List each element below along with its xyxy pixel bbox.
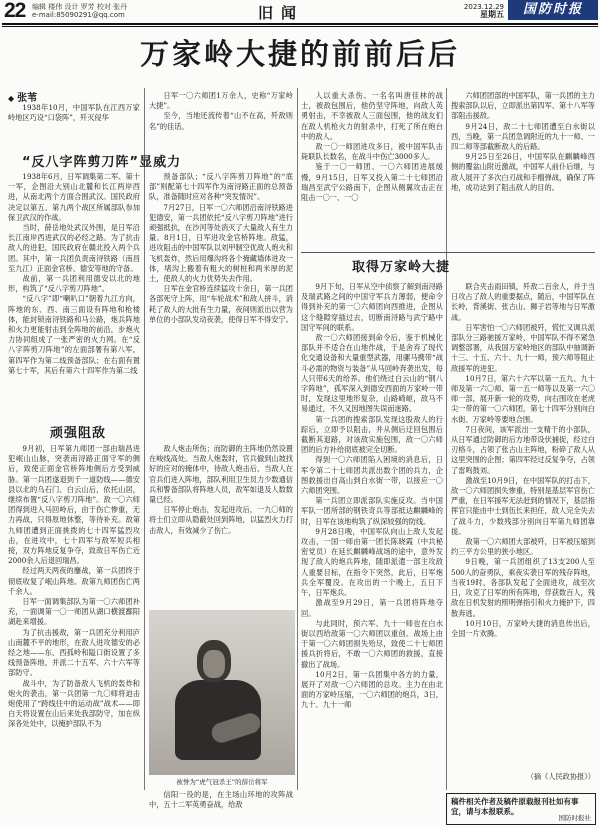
paragraph: 至今，当地还流传着“山不在高，歼敌则名”的佳话。 <box>149 111 293 131</box>
header-rule-thin <box>2 26 598 27</box>
paragraph: 预备部队；“反八字阵剪刀阵地”的“底部”则配第七十四军作为南浔路正面的总预备队，准备随时应对各种“突发情况”。 <box>149 172 293 202</box>
paragraph: 战斗中，为了防备敌人飞机的轰炸和炮火的袭击，第一兵团第一九〇师将迫击炮使用了“跨线往中的运动战”战术——即白天将设置在山后来处我部防守，加在纵深各处处中，以掩护部队不为 <box>8 678 140 729</box>
col1-section2 <box>8 444 140 828</box>
section-title: 旧闻 <box>258 4 305 22</box>
paragraph: 9月下旬，日军从空中侦察了解到南浔路及瑞武路之间的中国守军兵力薄弱，便命令得到补充的第一〇六师团向西推进，企图从这个缝隙穿插过去，切断南浔路与武宁路中国守军间的联系。 <box>301 282 443 332</box>
section-rule <box>301 252 595 253</box>
header-rule <box>2 23 598 25</box>
portrait-photo <box>149 610 295 775</box>
paragraph: 9月初，日军第九师团一部由瑞昌进犯岷山山脉，突袭南浔路正面守军的侧后，致使正面金官桥阵地侧后方受到威胁。第一兵团遂退到千一道防线——德安县以北的乌石门、白云山后，依托山居，继续布置“反八字剪刀阵地”。敌一〇六师团得到进入马回岭后，由于伤亡惨重，无力再战，只得原地休整，等待补充。敌第九师团遭到正面挑拨的七十四军猛烈攻击，在进攻中，七十四军与敌军短兵相接，双方阵地反复争夺，致敌日军伤亡近2000余人后退回瑞昌。 <box>8 444 140 566</box>
col1-intro <box>8 103 140 145</box>
paragraph: 9月24日，敌二十七师团遭至白水街以西，当晚，第一兵团急调附近的九十一师、一四二师等部截断敌人的后路。 <box>451 121 595 152</box>
col3-section3 <box>301 282 443 822</box>
paragraph: 9日晚，第一兵团组织了13支200人至500人的奋勇队，乘夜实袭日军的残存阵地，当夜19时，各部队发起了全面进攻，战至次日，攻克了日军的所有阵地，俘获数百人，残敌在日机发射的照明弹指引和火力掩护下，四散奔逃。 <box>451 557 595 618</box>
paragraph: 日军一〇六师团1万余人，史称“万家岭大捷”。 <box>149 91 293 111</box>
paragraph: 战前，第一兵团利用德安以北的地形，构筑了“反八字剪刀阵地”。 <box>8 274 140 294</box>
paragraph: 第一兵团的搜索部队发现这股敌人的行踪后，立即予以阻击，并从侧后迂回包围后截断其退路，对该敌实施包围，敌一〇六师团的后方补给彻底被完全切断。 <box>301 414 443 455</box>
paragraph: 与此同时，预六军、九十一师也在白水街以西给敌第一〇六师团以重创。战场上由于第一〇六师团损失殆尽，致使二十七师团援兵折将后，不敢一〇六师团的救援，直接撤出了战场。 <box>301 618 443 669</box>
subheading: 取得万家岭大捷 <box>352 260 451 275</box>
paragraph: 日军害怕一〇六师团被歼，慌忙又调兵派部队分三路驰援万家岭，中国军队不得不紧急调整部署，从我国万家岭地区的部队中抽调新十三、十五、六十、九十一师，预六师等阻止敌援军的进犯。 <box>451 322 595 373</box>
paragraph: 激战至9月29日，第一兵团将阵地夺回。 <box>301 598 443 618</box>
paragraph: 经过两天两夜的鏖战，第一兵团终于彻底收复了岷山阵地。敌第九师团伤亡两千余人。 <box>8 566 140 596</box>
photo-caption: 被誉为“虎气冠杀王”的薛岳将军 <box>176 778 268 786</box>
column-divider <box>297 88 298 790</box>
paragraph: 当时，薛岳地处武汉外围，是日军沿长江南岸西进武汉的必经之路。为了抗击敌人的进犯，国民政府在赣北投入两个兵团。其中，第一兵团负责南浔铁路（南昌至九江）正面金官桥、德安等地的守备。 <box>8 223 140 273</box>
col4-intro <box>451 91 595 251</box>
author-name: 张苇 <box>17 93 38 104</box>
paragraph: 7日夜间，该军派出一支精干的小部队，从日军通过防御的后方地带设伏捕捉，经过白刃格斗，占领了张古山主阵地，粉碎了敌人从这里突围的企图；第四军经过反复争夺，占领了雷鸣鼓刘。 <box>451 424 595 475</box>
paragraph: 激战至10月9日，在中国军队的打击下，敌一〇六师团损失惨重，特别是基层军官伤亡严重，在日军援军无法赶到的情况下，基层指挥官只能由中士到伍长来担任，敌人完全失去了战斗力，少数残部分别向日军第九师团靠拢。 <box>451 475 595 536</box>
paragraph: 第一兵团立即派部队实施反攻。当中国军队一团所部的钢铁奇兵等部抵达麒麟峰的时，日军在该地构筑了纵深较强的防线。 <box>301 496 443 526</box>
paragraph: 联合夹击雨田镇，歼敌二百余人，并于当日攻占了敌人的重要据点，随后，中国军队在长岭，背溪街、张古山、狮子岩等地与日军激战。 <box>451 282 595 322</box>
paragraph: 敌第一〇六师团大部被歼，日军被压缩到约三平方公里的狭小地区。 <box>451 537 595 557</box>
col3-intro <box>301 91 443 251</box>
page-header <box>0 0 600 22</box>
col1-section1 <box>8 172 140 408</box>
editor-info <box>32 3 127 19</box>
email-line: e-mail:85090291@qq.com <box>32 11 125 19</box>
paragraph: 六师团团部的中国军队，第一兵团的主力搜索部队以后，立即派出第四军、第十八军等部阻击援敌。 <box>451 91 595 121</box>
col2-tail <box>149 790 293 820</box>
paragraph: 10月2日，第一兵团集中各方的力量，展开了对敌一〇六师团的总攻。主力在由北面的万家岭压缩，一〇六师团的炮兵，3日，九十、九十一师 <box>301 669 443 710</box>
col2-intro <box>149 91 293 135</box>
date-text: 2023.12.29 <box>463 3 504 11</box>
paragraph: 10月7日，第六十六军以第一五九、九十师及第一六〇师、第一五一师等以及第一六〇师一部，展开新一轮的攻势，向右围攻在老虎尖一带的第一〇六师团，第七十四军分别向白水街、万家岭等要地合围。 <box>451 373 595 424</box>
editor-line: 编辑 楼伟 设计 罗芳 校对 张丹 <box>32 3 128 11</box>
byline <box>8 89 37 104</box>
copyright-notice <box>446 793 596 825</box>
issue-date <box>424 3 504 19</box>
paragraph: 敌一〇六师团接到命令后，鉴于机械化部队并不适合在山地作战，于是舍弃了现代化交通设备和大量重型武器，用骡马携带“战斗必需的物资与装备”从马回岭奔袭出发，每人只带6天的给养。他们绕过白云山的“钢八字阵地”，孤军深入到德安西面的万家岭一带时，发现这里地形复杂，山路崎岖，敌马不易通过，不久又因地图失误而迷路。 <box>301 333 443 414</box>
paragraph: 得到一〇六师团陷入困境的消息后，日军令第二十七师团共派出数个团的兵力，企图救援出自高山到白水街一带，以接应一〇六师团突围。 <box>301 455 443 496</box>
paragraph: 1938年10月，中国军队在江西万家岭地区巧设“口袋阵”，歼灭侵华 <box>8 103 140 123</box>
paragraph: 敌一〇一师团进攻多日，被中国军队击毙联队长数名，在战斗中伤亡3000多人。 <box>301 142 443 162</box>
paragraph: 人以重大杀伤。一名名叫唐佳林的战士，被敌包围后，他仍坚守阵地，向敌人英勇射击，不幸被敌人三面包围，他的战友们在敌人机枪火力的射杀中，打死了所在炮台中的敌人。 <box>301 91 443 141</box>
triangle-icon: ◆ <box>8 94 15 103</box>
col2-section1 <box>149 172 293 408</box>
article-title: 万家岭大捷的前前后后 <box>139 37 460 71</box>
column-divider <box>446 88 447 790</box>
paragraph: 10月10日，万家岭大捷的消息传出后，全国一片欢腾。 <box>451 618 595 638</box>
paragraph: 鉴于一〇一师团、一〇六师团进展缓慢，9月15日，日军又投入第二十七师团沿瑞昌至武宁公路南下，企图从侧翼攻击正在阻击一〇一、一〇 <box>301 162 443 203</box>
col2-section2 <box>149 444 293 606</box>
paragraph: 9月28日晚，中国军队向山上敌人发起攻击，一国一师由第一团长陈晓霞（中共秘密党员）在延长麒麟峰战场的途中，意外发现了敌人的炮兵阵地，随即派遣一部主攻敌人重要目标，在指令下突然，此后，日军炮兵全军覆没。在攻出的一个晚上，五日下午，日军炮兵。 <box>301 526 443 598</box>
subheading: “反八字阵剪刀阵”显威力 <box>22 155 182 170</box>
notice-text: 稿件相关作者及稿件原载报刊社如有事宜，请与本报联系。 <box>451 797 579 816</box>
paragraph: 1938年6月，日军调集第二军、第十一军，企图沿大别山北麓和长江两岸西进，从南北两个方面合围武汉。国民政府决定以第五、第九两个战区所属部队参加保卫武汉的作战。 <box>8 172 140 222</box>
masthead-logo: 国防时报 <box>508 0 598 20</box>
weekday-text: 星期五 <box>480 10 504 19</box>
subheading: 顽强阻敌 <box>50 426 107 441</box>
page-number: 22 <box>4 0 26 22</box>
paragraph: “反八字”即“喇叭口”朝着九江方向，阵地的东、西、南三面设有阵地和枪楼体，能封锁南浔铁路和马公路，炮兵阵地和火力更能射击到全阵地的前沿，步炮火力协同组成了一张严密的火力网。在“反八字阵剪刀阵地”的左面部署有第八军，第四军作为第二线预备部队；在右面有置第七十军，其后有第六十四军作为第二线 <box>8 294 140 375</box>
column-divider <box>144 88 145 790</box>
paragraph: 7月27日，日军一〇六师团沿南浔铁路进犯德安，第一兵团依托“反八字剪刀阵地”进行顽强抵抗，在沙河等处消灭了大量敌人有生力量。8月1日，日军进攻金官桥阵地。敌猛，进攻阻击的中国军队以刘甲制空优敌人炮火和飞机轰炸，然后用爆沟将各个掩藏墙体进攻一体，堵沟上搬着有粗大的树桩和两米厚的泥土，使敌人的火力优势失去作用。 <box>149 202 293 284</box>
paragraph: 日军一面调集部队为第一〇六师团补充，一面调第一〇一师团从湖口横渡鄱阳湖赴来增援。 <box>8 597 140 627</box>
notice-signature: 国防时报社 <box>558 814 591 822</box>
paragraph: 日军在金官桥连续猛攻十余日，第一兵团各部死守上阵，用“车轮战术”和敌人拼斗，消耗了敌人的大批有生力量，夜间则派出以营为单位的小部队发动夜袭，使得日军不得安宁。 <box>149 284 293 324</box>
paragraph: 信阳一役的是，在主场山环地的攻阵战中，五十二军英勇奋战，给敌 <box>149 790 293 810</box>
paragraph: 日军停止炮击，发起进攻后，一九〇师的将士们立即从隐蔽处回到阵地，以猛烈火力打击敌人，有效减少了伤亡。 <box>149 505 293 535</box>
paragraph: 敌人炮击所伤；而防御的主阵地仍然设置在峻线高处。当敌人炮轰时，官兵撤到山坡找好的应对的掩体中，待敌人炮击后，当敌人在官兵们进入阵地，部队利用卫生员力少数通信兵和警备部队将阵地人员，敌军如退及人数数量已经。 <box>149 444 293 505</box>
photo-figure-face <box>203 650 225 678</box>
paragraph: 为了抗击援敌，第一兵团充分利用庐山南麓不平的地形，在敌人进攻德安的必经之地——东、西孤岭和隘口街设置了多线预备阵地，并派二十五军、六十六军等部防守。 <box>8 627 140 678</box>
paragraph: 9月25日至26日，中国军队在麒麟峰西侧的覆盆山附近激战，中国军人前仆后继，与敌人展开了多次白刃战和手榴弹战，确保了阵地，成功达到了阻击敌人的目的。 <box>451 152 595 192</box>
source-credit: （摘《人民政协报》） <box>526 772 595 781</box>
col4-section3 <box>451 282 595 768</box>
